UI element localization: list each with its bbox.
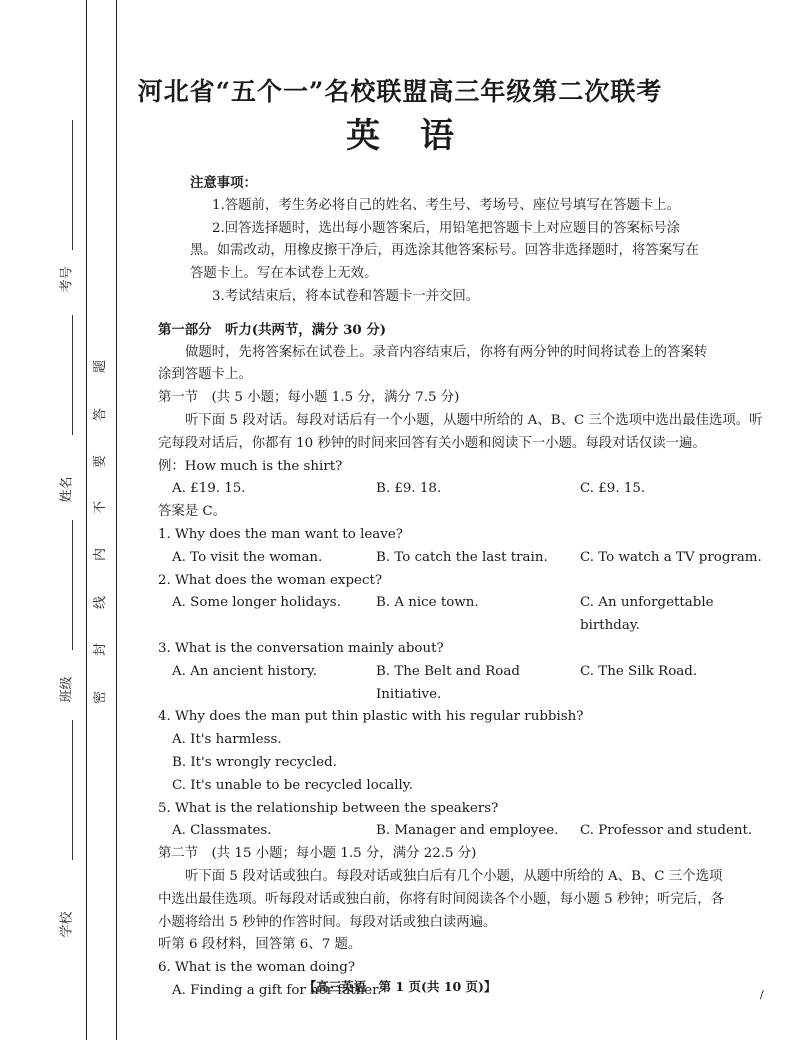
question-6: 6. What is the woman doing? [158, 960, 356, 976]
question-1-options [158, 547, 773, 570]
example-question: 例：How much is the shirt? [158, 458, 343, 474]
notice-item-2b: 黑。如需改动，用橡皮擦干净后，再选涂其他答案标号。回答非选择题时，将答案写在 [190, 243, 699, 259]
notice-item-3: 3.考试结束后，将本试卷和答题卡一并交回。 [212, 288, 480, 304]
question-3-options [158, 661, 773, 707]
q2-option-c: C. An unforgettable birthday. [580, 595, 714, 634]
q4-option-b: B. It's wrongly recycled. [172, 754, 337, 770]
question-5-options [158, 820, 773, 843]
subject-title: 英语 [346, 116, 494, 156]
section1-instruction-a: 听下面 5 段对话。每段对话后有一个小题，从题中所给的 A、B、C 三个选项中选出最佳选项。听 [185, 412, 763, 428]
q2-option-a: A. Some longer holidays. [172, 595, 341, 611]
q4-option-c: C. It's unable to be recycled locally. [172, 777, 413, 793]
question-4: 4. Why does the man put thin plastic with his regular rubbish? [158, 709, 584, 725]
school-label: 学校 [59, 911, 75, 938]
example-option-b: B. £9. 18. [376, 481, 442, 497]
question-3: 3. What is the conversation mainly about? [158, 640, 444, 656]
section1-instruction-b: 完每段对话后，你都有 10 秒钟的时间来回答有关小题和阅读下一小题。每段对话仅读一遍。 [158, 435, 706, 451]
exam-title: 河北省“五个一”名校联盟高三年级第二次联考 [137, 77, 663, 106]
question-2: 2. What does the woman expect? [158, 572, 383, 588]
class-field[interactable] [72, 720, 73, 860]
example-option-a: A. £19. 15. [172, 481, 246, 497]
q5-option-c: C. Professor and student. [580, 823, 753, 839]
notice-item-2c: 答题卡上。写在本试卷上无效。 [190, 266, 378, 282]
corner-mark: / [760, 988, 764, 1001]
q1-option-c: C. To watch a TV program. [580, 549, 762, 565]
page-footer: 【高三英语 第 1 页(共 10 页)】 [303, 979, 497, 994]
seal-char-8: 题 [93, 359, 109, 374]
section2-instruction-b: 中选出最佳选项。听每段对话或独白前，你将有时间阅读各个小题，每小题 5 秒钟；听完后，各 [158, 891, 725, 907]
q3-option-b: B. The Belt and Road Initiative. [376, 663, 520, 702]
example-option-c: C. £9. 15. [580, 481, 646, 497]
q5-option-a: A. Classmates. [172, 823, 272, 839]
exam-no-label: 考号 [59, 266, 75, 293]
class-label: 班级 [59, 676, 75, 703]
section1-heading: 第一节 (共 5 小题；每小题 1.5 分，满分 7.5 分) [158, 390, 460, 406]
example-answer: 答案是 C。 [158, 504, 227, 520]
seal-char-5: 不 [93, 500, 109, 515]
q1-option-a: A. To visit the woman. [172, 549, 323, 565]
notice-item-1: 1.答题前，考生务必将自己的姓名、考生号、考场号、座位号填写在答题卡上。 [212, 197, 681, 213]
question-5: 5. What is the relationship between the speakers? [158, 800, 499, 816]
q2-option-b: B. A nice town. [376, 595, 479, 611]
q3-option-c: C. The Silk Road. [580, 663, 698, 679]
q5-option-b: B. Manager and employee. [376, 823, 559, 839]
seal-char-2: 封 [93, 642, 109, 657]
question-1: 1. Why does the man want to leave? [158, 526, 403, 542]
seal-char-6: 要 [93, 454, 109, 469]
notice-heading: 注意事项： [190, 175, 257, 191]
part1-instruction-a: 做题时，先将答案标在试卷上。录音内容结束后，你将有两分钟的时间将试卷上的答案转 [185, 344, 708, 360]
section2-instruction-c: 小题将给出 5 秒钟的作答时间。每段对话或独白读两遍。 [158, 914, 497, 930]
section2-instruction-a: 听下面 5 段对话或独白。每段对话或独白后有几个小题，从题中所给的 A、B、C 三个选项 [185, 868, 723, 884]
exam-no-field-lower[interactable] [72, 315, 73, 435]
example-options [158, 478, 773, 501]
material-6-note: 听第 6 段材料，回答第 6、7 题。 [158, 937, 362, 953]
q1-option-b: B. To catch the last train. [376, 549, 548, 565]
seal-char-3: 线 [93, 595, 109, 610]
question-2-options [158, 592, 773, 638]
exam-content [158, 172, 773, 1003]
seal-char-1: 密 [93, 690, 109, 705]
section2-heading: 第二节 (共 15 小题；每小题 1.5 分，满分 22.5 分) [158, 846, 477, 862]
seal-char-7: 答 [93, 407, 109, 422]
name-label: 姓名 [59, 476, 75, 503]
q3-option-a: A. An ancient history. [172, 663, 317, 679]
part1-heading: 第一部分 听力(共两节，满分 30 分) [158, 321, 387, 338]
part1-instruction-b: 涂到答题卡上。 [158, 367, 252, 383]
seal-char-4: 内 [93, 547, 109, 562]
q4-option-a: A. It's harmless. [172, 732, 282, 748]
notice-item-2a: 2.回答选择题时，选出每小题答案后，用铅笔把答题卡上对应题目的答案标号涂 [212, 220, 681, 236]
name-field[interactable] [72, 520, 73, 650]
q6-option-a: A. Finding a gift for her father. [172, 982, 382, 998]
